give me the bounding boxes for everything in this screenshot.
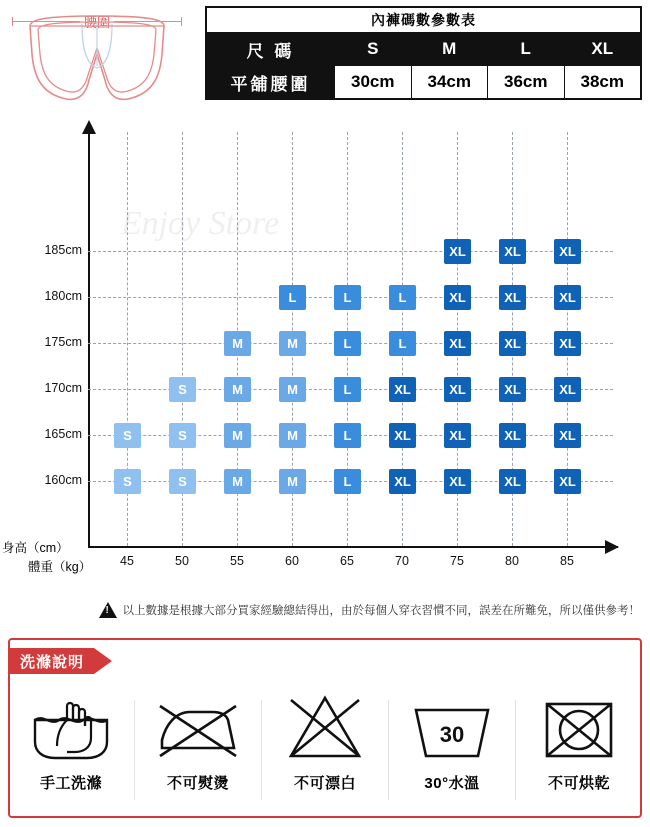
x-tick-label: 60 bbox=[285, 554, 299, 568]
wash-item-water-temp bbox=[389, 690, 515, 810]
size-cell-xl: XL bbox=[499, 285, 526, 310]
size-cell-s: S bbox=[169, 423, 196, 448]
size-header-m: M bbox=[411, 33, 488, 66]
size-cell-m: M bbox=[224, 423, 251, 448]
size-cell-l: L bbox=[334, 331, 361, 356]
size-cell-xl: XL bbox=[444, 377, 471, 402]
disclaimer-note bbox=[0, 597, 650, 623]
size-cell-xl: XL bbox=[554, 285, 581, 310]
size-cell-xl: XL bbox=[499, 239, 526, 264]
size-cell-s: S bbox=[169, 377, 196, 402]
y-tick-label: 165cm bbox=[44, 427, 82, 441]
size-table bbox=[205, 6, 642, 100]
size-cell-m: M bbox=[224, 469, 251, 494]
size-cell-l: L bbox=[334, 469, 361, 494]
size-recommendation-chart bbox=[0, 120, 650, 590]
wash-item-no-bleach bbox=[262, 690, 388, 810]
size-cell-xl: XL bbox=[499, 423, 526, 448]
brief-illustration bbox=[12, 8, 182, 108]
size-cell-l: L bbox=[334, 285, 361, 310]
y-tick-label: 170cm bbox=[44, 381, 82, 395]
y-tick-label: 180cm bbox=[44, 289, 82, 303]
size-cell-m: M bbox=[279, 331, 306, 356]
size-cell-xl: XL bbox=[554, 377, 581, 402]
no-iron-caption: 不可熨燙 bbox=[166, 775, 229, 792]
waist-value-xl: 38cm bbox=[564, 66, 641, 99]
x-tick-label: 85 bbox=[560, 554, 574, 568]
water-temp-icon bbox=[404, 690, 500, 768]
hand-wash-icon bbox=[23, 690, 119, 768]
size-header-xl: XL bbox=[564, 33, 641, 66]
size-cell-m: M bbox=[279, 377, 306, 402]
y-axis-title: 身高（cm） bbox=[2, 541, 69, 555]
size-cell-l: L bbox=[389, 331, 416, 356]
size-cell-xl: XL bbox=[499, 469, 526, 494]
waist-value-l: 36cm bbox=[488, 66, 565, 99]
size-cell-s: S bbox=[114, 423, 141, 448]
size-table-row-label-size: 尺 碼 bbox=[207, 33, 335, 66]
x-tick-label: 55 bbox=[230, 554, 244, 568]
size-cell-xl: XL bbox=[499, 331, 526, 356]
y-axis bbox=[88, 128, 90, 548]
water-temp-caption: 30°水溫 bbox=[424, 775, 480, 792]
size-cell-xl: XL bbox=[554, 423, 581, 448]
no-iron-icon bbox=[150, 690, 246, 768]
waist-label-text: 腰圍 bbox=[84, 14, 111, 30]
size-cell-xl: XL bbox=[499, 377, 526, 402]
size-cell-s: S bbox=[114, 469, 141, 494]
x-tick-label: 45 bbox=[120, 554, 134, 568]
no-bleach-icon bbox=[277, 690, 373, 768]
waist-value-s: 30cm bbox=[335, 66, 412, 99]
no-tumble-dry-caption: 不可烘乾 bbox=[547, 775, 610, 792]
size-table-row-label-waist: 平舖腰圍 bbox=[207, 66, 335, 99]
x-tick-label: 75 bbox=[450, 554, 464, 568]
size-cell-l: L bbox=[334, 423, 361, 448]
size-cell-m: M bbox=[224, 331, 251, 356]
size-cell-xl: XL bbox=[389, 423, 416, 448]
wash-icon-row bbox=[8, 690, 642, 810]
size-cell-xl: XL bbox=[444, 469, 471, 494]
size-cell-l: L bbox=[334, 377, 361, 402]
y-tick-label: 185cm bbox=[44, 243, 82, 257]
wash-item-no-iron bbox=[135, 690, 261, 810]
wash-tab-arrow bbox=[94, 648, 112, 674]
size-cell-m: M bbox=[279, 469, 306, 494]
gridline-horizontal bbox=[88, 251, 613, 252]
x-tick-label: 70 bbox=[395, 554, 409, 568]
hand-wash-caption: 手工洗滌 bbox=[39, 775, 102, 792]
size-cell-m: M bbox=[279, 423, 306, 448]
waist-value-m: 34cm bbox=[411, 66, 488, 99]
size-cell-xl: XL bbox=[444, 423, 471, 448]
warning-icon bbox=[99, 602, 117, 618]
y-tick-label: 160cm bbox=[44, 473, 82, 487]
x-axis-title: 體重（kg） bbox=[28, 560, 92, 574]
size-cell-xl: XL bbox=[554, 331, 581, 356]
svg-text:30: 30 bbox=[439, 722, 465, 747]
top-section bbox=[0, 0, 650, 118]
x-tick-label: 50 bbox=[175, 554, 189, 568]
no-bleach-caption: 不可漂白 bbox=[293, 775, 356, 792]
watermark: Enjoy Store bbox=[120, 205, 280, 242]
wash-instructions-tab bbox=[10, 648, 112, 674]
size-cell-l: L bbox=[279, 285, 306, 310]
x-tick-label: 65 bbox=[340, 554, 354, 568]
wash-tab-label: 洗滌說明 bbox=[10, 648, 94, 674]
disclaimer-text: 以上數據是根據大部分買家經驗總結得出，由於每個人穿衣習慣不同，誤差在所難免，所以僅供參考！ bbox=[122, 605, 640, 617]
size-cell-xl: XL bbox=[554, 469, 581, 494]
wash-item-no-tumble-dry bbox=[516, 690, 642, 810]
no-tumble-dry-icon bbox=[531, 690, 627, 768]
size-cell-xl: XL bbox=[389, 469, 416, 494]
x-tick-label: 80 bbox=[505, 554, 519, 568]
size-cell-xl: XL bbox=[554, 239, 581, 264]
size-table-title: 內褲碼數參數表 bbox=[207, 8, 641, 33]
size-cell-m: M bbox=[224, 377, 251, 402]
size-cell-l: L bbox=[389, 285, 416, 310]
size-cell-xl: XL bbox=[444, 331, 471, 356]
size-header-s: S bbox=[335, 33, 412, 66]
size-cell-xl: XL bbox=[444, 285, 471, 310]
size-cell-s: S bbox=[169, 469, 196, 494]
size-cell-xl: XL bbox=[444, 239, 471, 264]
y-tick-label: 175cm bbox=[44, 335, 82, 349]
x-axis-arrow bbox=[605, 540, 619, 554]
x-axis bbox=[88, 546, 618, 548]
size-cell-xl: XL bbox=[389, 377, 416, 402]
size-header-l: L bbox=[488, 33, 565, 66]
wash-item-hand-wash bbox=[8, 690, 134, 810]
